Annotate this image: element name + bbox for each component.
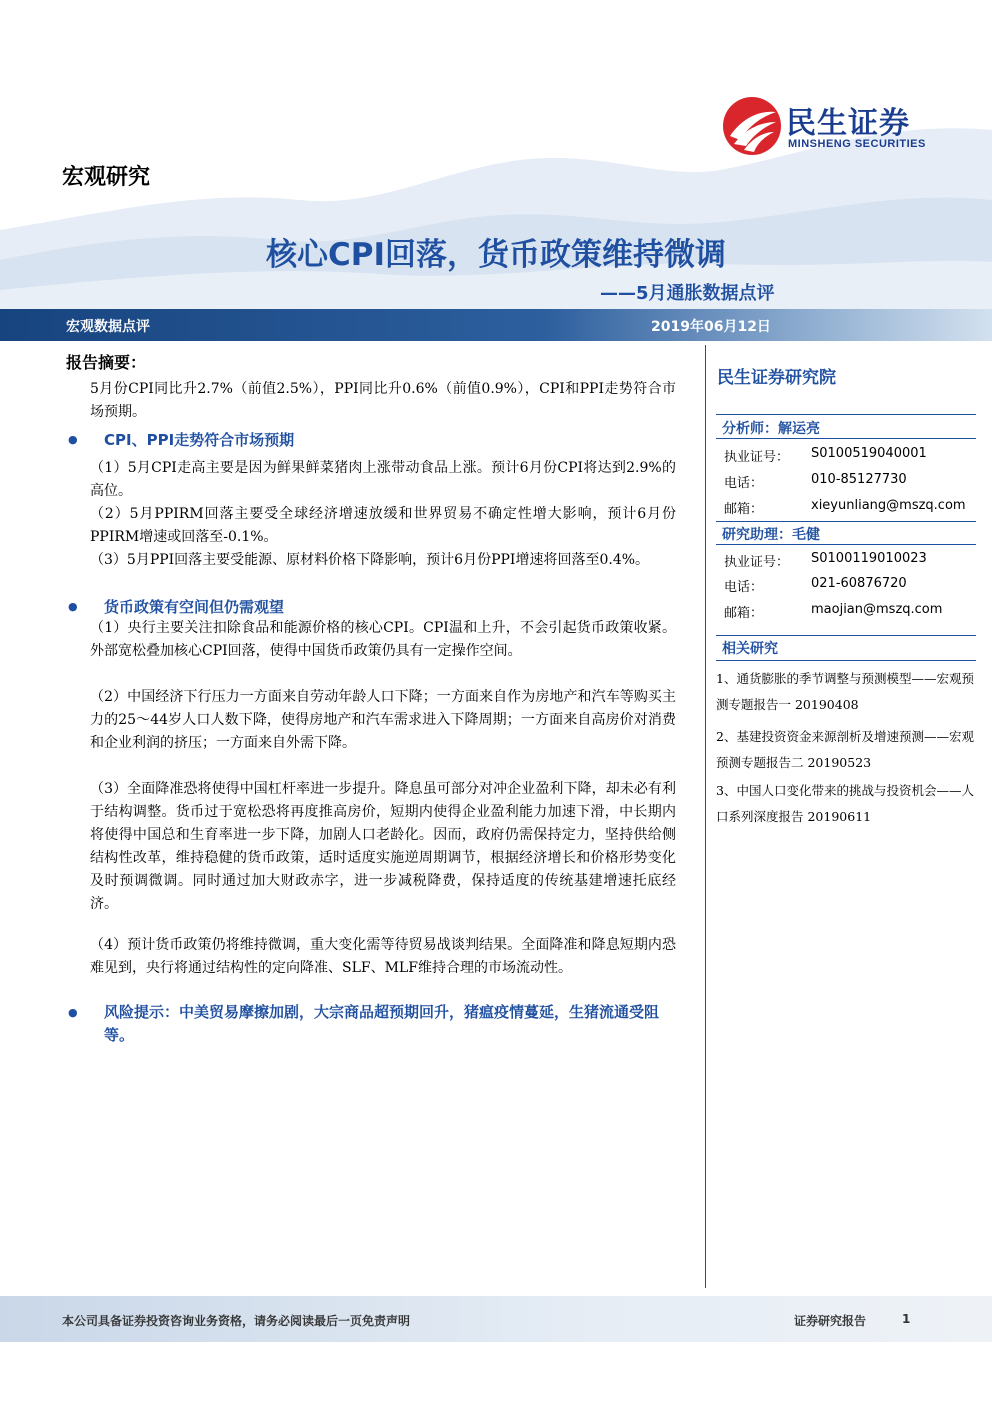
section1-paragraph-2: （2）5月PPIRM回落主要受全球经济增速放缓和世界贸易不确定性增大影响，预计6月份PPIRM增速或回落至-0.1%。 bbox=[90, 506, 676, 545]
analyst-phone: 010-85127730 bbox=[811, 472, 907, 487]
assistant-email[interactable]: maojian@mszq.com bbox=[811, 602, 943, 617]
related-item[interactable]: 2、基建投资资金来源剖析及增速预测——宏观预测专题报告二 20190523 bbox=[716, 729, 974, 770]
divider bbox=[716, 635, 976, 636]
analyst-heading: 分析师：解运亮 bbox=[722, 421, 820, 437]
phone-label: 电话： bbox=[724, 476, 764, 491]
column-divider bbox=[705, 345, 706, 1288]
section-heading-cpi-ppi: CPI、PPI走势符合市场预期 bbox=[104, 431, 295, 449]
divider bbox=[716, 660, 976, 661]
report-date: 2019年06月12日 bbox=[651, 319, 771, 335]
email-label: 邮箱： bbox=[724, 606, 764, 621]
divider bbox=[716, 414, 976, 415]
license-label: 执业证号： bbox=[724, 555, 790, 570]
section2-paragraph-3: （3）全面降准恐将使得中国杠杆率进一步提升。降息虽可部分对冲企业盈利下降，却未必有利于结构调整。货币过于宽松恐将再度推高房价，短期内使得企业盈利能力加速下滑，中长期内将使得中国总和生育率进一步下降，加剧人口老龄化。因而，政府仍需保持定力，坚持供给侧结构性改革，维持稳健的货币政策，适时适度实施逆周期调节，根据经济增长和价格形势变化及时预调微调。同时通过加大财政赤字，进一步减税降费，保持适度的传统基建增速托底经济。 bbox=[90, 781, 676, 912]
license-label: 执业证号： bbox=[724, 450, 790, 465]
section2-paragraph-4: （4）预计货币政策仍将维持微调，重大变化需等待贸易战谈判结果。全面降准和降息短期内恐难见到，央行将通过结构性的定向降准、SLF、MLF维持合理的市场流动性。 bbox=[90, 937, 676, 976]
analyst-license: S0100519040001 bbox=[811, 446, 927, 461]
report-title: 核心CPI回落，货币政策维持微调 bbox=[265, 237, 726, 273]
section2-paragraph-1: （1）央行主要关注扣除食品和能源价格的核心CPI。CPI温和上升，不会引起货币政策收紧。外部宽松叠加核心CPI回落，使得中国货币政策仍具有一定操作空间。 bbox=[90, 620, 676, 659]
bullet-icon: ● bbox=[68, 1006, 78, 1019]
section1-paragraph-3: （3）5月PPI回落主要受能源、原材料价格下降影响，预计6月份PPI增速将回落至0.4%。 bbox=[90, 552, 650, 568]
section1-paragraph-1: （1）5月CPI走高主要是因为鲜果鲜菜猪肉上涨带动食品上涨。预计6月份CPI将达到2.9%的高位。 bbox=[90, 460, 676, 499]
section2-paragraph-2: （2）中国经济下行压力一方面来自劳动年龄人口下降；一方面来自作为房地产和汽车等购买主力的25～44岁人口人数下降，使得房地产和汽车需求进入下降周期；一方面来自高房价对消费和企业利润的挤压；一方面来自外需下降。 bbox=[90, 689, 676, 751]
related-research-heading: 相关研究 bbox=[722, 641, 778, 657]
analyst-email[interactable]: xieyunliang@mszq.com bbox=[811, 498, 966, 513]
report-type-label: 宏观数据点评 bbox=[66, 319, 150, 335]
company-logo bbox=[722, 94, 952, 158]
assistant-license: S0100119010023 bbox=[811, 551, 927, 566]
page-number: 1 bbox=[902, 1312, 911, 1326]
bullet-icon: ● bbox=[68, 433, 78, 446]
logo-emblem-icon bbox=[722, 96, 782, 156]
related-item[interactable]: 1、通货膨胀的季节调整与预测模型——宏观预测专题报告一 20190408 bbox=[716, 671, 974, 712]
divider bbox=[716, 521, 976, 522]
logo-text-cn: 民生证券 bbox=[786, 106, 910, 141]
risk-warning: 风险提示：中美贸易摩擦加剧，大宗商品超预期回升，猪瘟疫情蔓延，生猪流通受阻等。 bbox=[104, 1003, 660, 1044]
related-item[interactable]: 3、中国人口变化带来的挑战与投资机会——人口系列深度报告 20190611 bbox=[716, 783, 974, 824]
report-category: 宏观研究 bbox=[62, 165, 151, 190]
email-label: 邮箱： bbox=[724, 502, 764, 517]
report-subtitle: ——5月通胀数据点评 bbox=[600, 283, 775, 304]
footer-disclaimer: 本公司具备证券投资咨询业务资格，请务必阅读最后一页免责声明 bbox=[62, 1314, 411, 1328]
summary-heading: 报告摘要： bbox=[66, 353, 147, 372]
assistant-heading: 研究助理：毛健 bbox=[722, 527, 820, 543]
bullet-icon: ● bbox=[68, 600, 78, 613]
footer-report-type: 证券研究报告 bbox=[794, 1314, 867, 1328]
divider bbox=[716, 544, 976, 545]
divider bbox=[716, 438, 976, 439]
logo-text-en: MINSHENG SECURITIES bbox=[788, 138, 926, 150]
phone-label: 电话： bbox=[724, 580, 764, 595]
section-heading-monetary: 货币政策有空间但仍需观望 bbox=[104, 598, 285, 616]
summary-intro: 5月份CPI同比升2.7%（前值2.5%），PPI同比升0.6%（前值0.9%），CPI和PPI走势符合市场预期。 bbox=[90, 381, 676, 420]
assistant-phone: 021-60876720 bbox=[811, 576, 907, 591]
institute-name: 民生证券研究院 bbox=[717, 368, 836, 388]
